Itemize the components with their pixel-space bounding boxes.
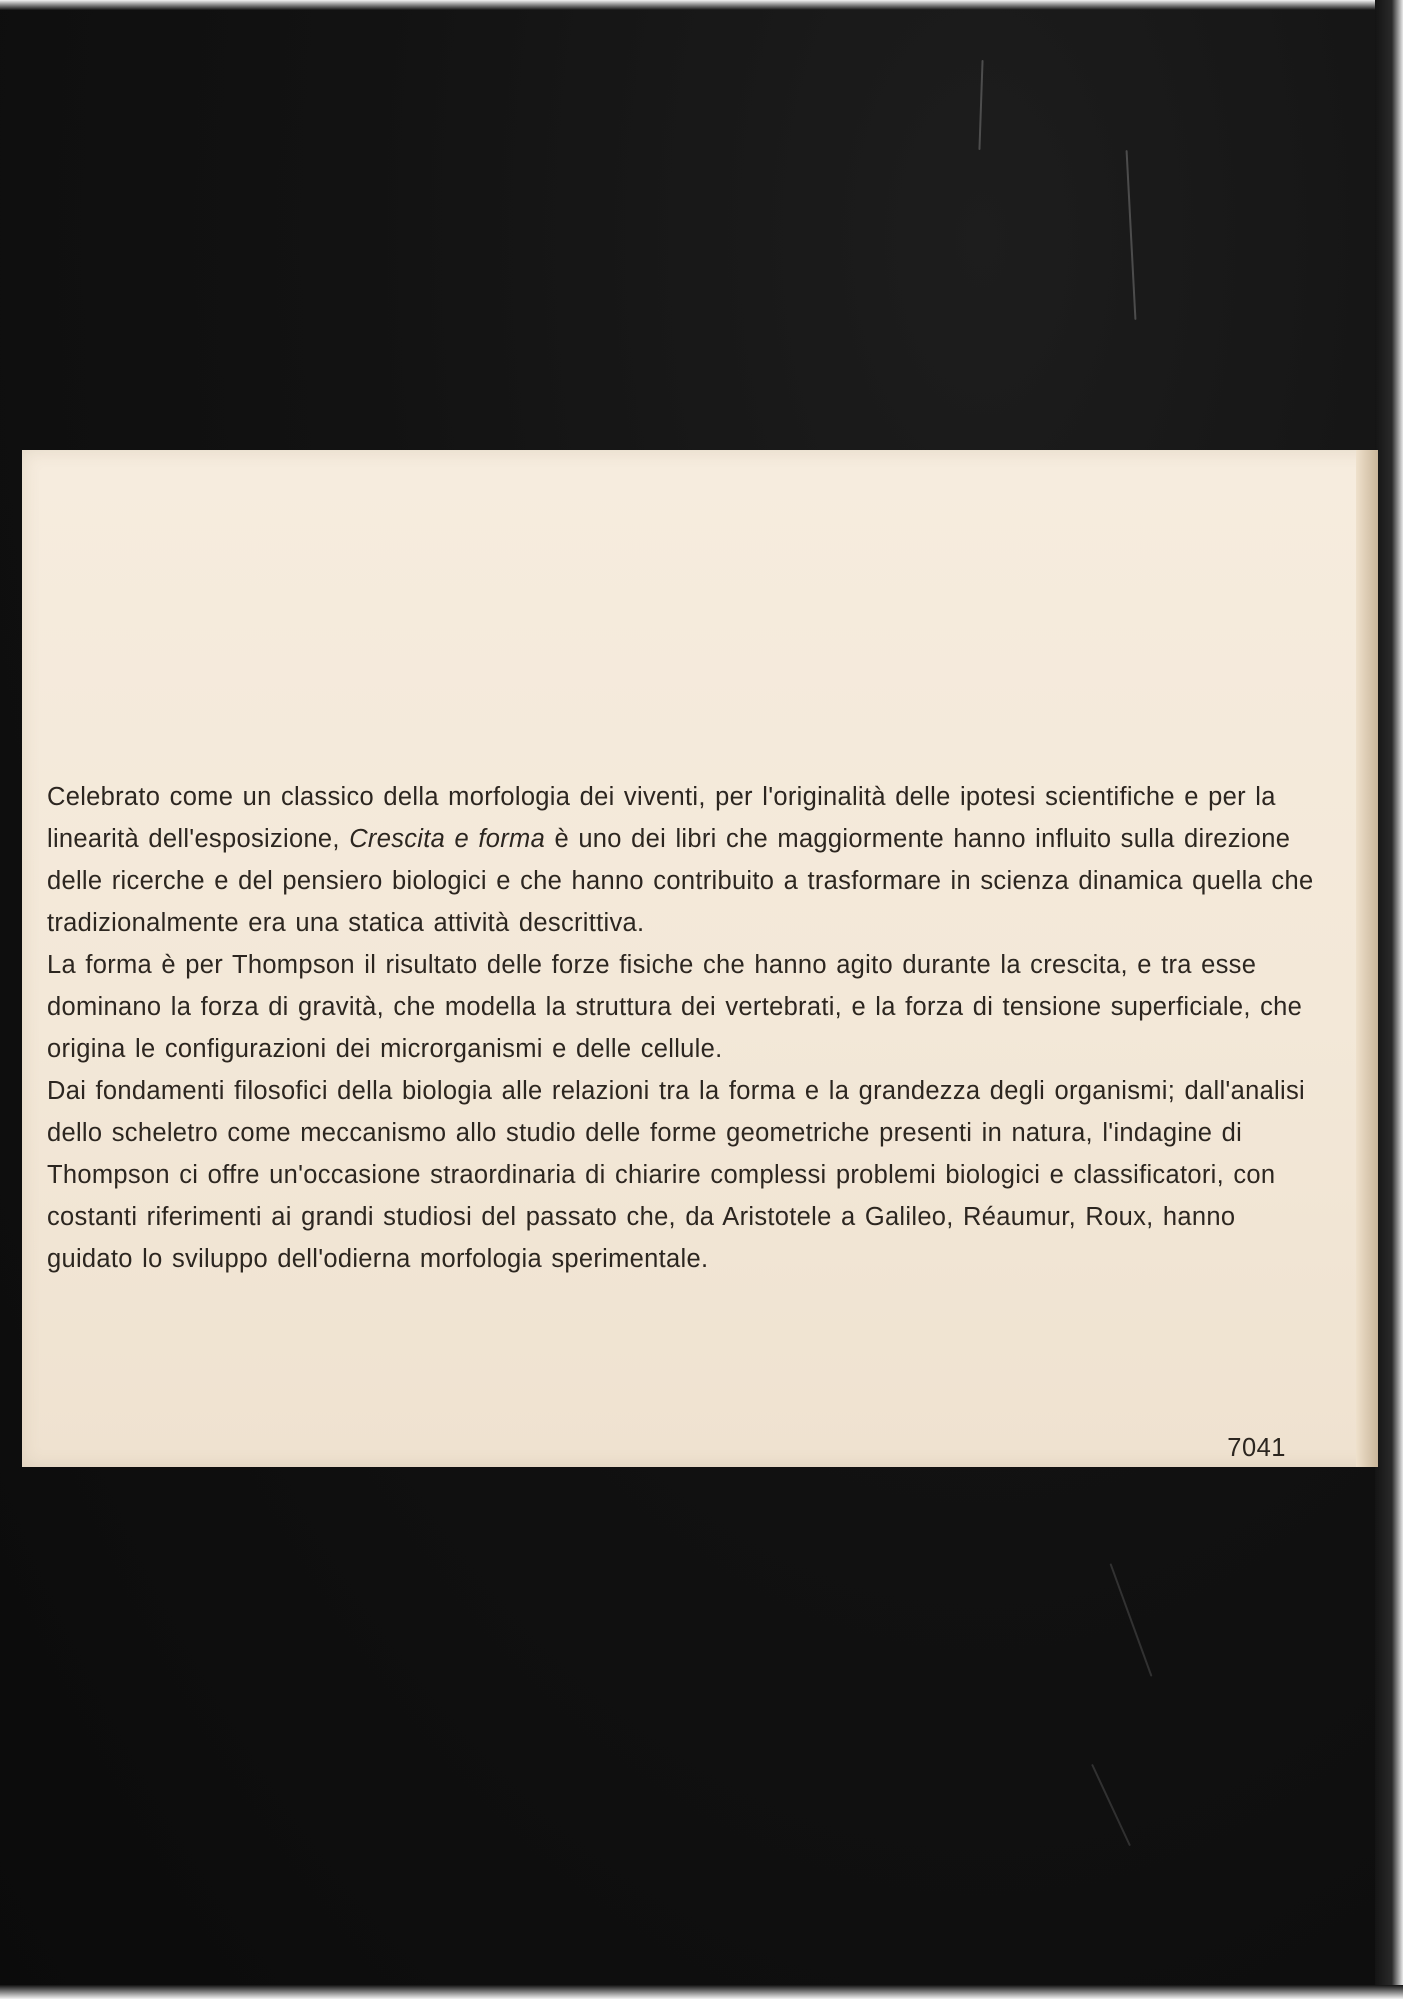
blurb-paragraph-2: La forma è per Thompson il risultato delle forze fisiche che hanno agito durante la crescita, e tra esse dominano la forza di gravità, che modella la struttura dei vertebrati, e la forza di tensione superficiale, che origina le configurazioni dei microrganismi e delle cellule. xyxy=(47,951,1303,1063)
blurb-paragraph-3: Dai fondamenti filosofici della biologia alle relazioni tra la forma e la grandezza degli organismi; dall'analisi dello scheletro come meccanismo allo studio delle forme geometriche presenti in natura, l'indagine di Thompson ci offre un'occasione straordinaria di chiarire complessi problemi biologici e classificatori, con costanti riferimenti ai grandi studiosi del passato che, da Aristotele a Galileo, Réaumur, Roux, hanno guidato lo sviluppo dell'odierna morfologia sperimentale. xyxy=(47,1077,1305,1273)
band-right-edge xyxy=(1356,450,1378,1467)
catalog-number: 7041 xyxy=(1227,1434,1286,1462)
blurb-text xyxy=(47,776,1317,1280)
cover-right-edge xyxy=(1375,0,1403,1999)
cover-scuff-mark xyxy=(1126,150,1137,320)
cover-scuff-mark xyxy=(978,60,983,150)
blurb-paragraph-1 xyxy=(47,776,1317,944)
blurb-paper-band xyxy=(22,450,1378,1467)
cover-top-edge xyxy=(0,0,1403,10)
cover-bottom-edge xyxy=(0,1985,1403,1999)
cover-scuff-mark xyxy=(1091,1764,1131,1846)
blurb-paragraph-1-rest: è uno dei libri che maggiormente hanno influito sulla direzione delle ricerche e del pensiero biologici e che hanno contribuito a trasformare in scienza dinamica quella che tradizionalmente era una statica attività descrittiva. xyxy=(47,825,1314,937)
book-title: Crescita e forma xyxy=(349,825,546,853)
blurb-paragraph-1-lead: Celebrato come un classico della morfologia dei viventi, per l'originalità delle ipotesi scientifiche e per la linearità dell'esposizione, xyxy=(47,783,1276,853)
cover-scuff-mark xyxy=(1110,1563,1153,1676)
